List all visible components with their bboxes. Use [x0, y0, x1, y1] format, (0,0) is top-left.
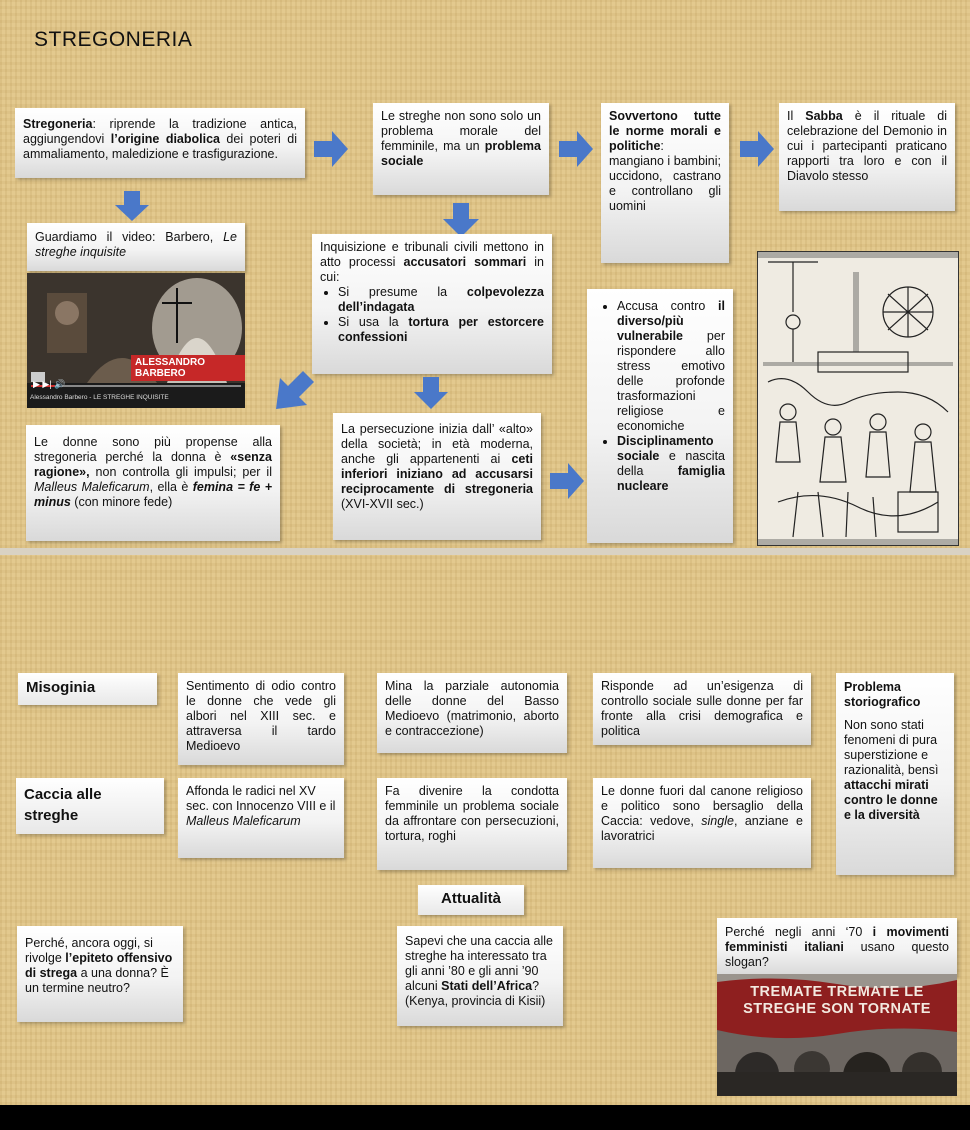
- text: Il: [787, 109, 806, 123]
- list-item: [338, 285, 544, 315]
- emphasis: il diverso/più vulnerabile: [617, 299, 725, 343]
- video-banner: ALESSANDRO BARBERO: [131, 355, 245, 381]
- play-icon[interactable]: ▶ ▶| 🔊: [33, 379, 66, 389]
- text: Si presume la: [338, 285, 467, 299]
- question-epiteto-box: [17, 926, 183, 1022]
- right-arrow-icon: [314, 131, 348, 167]
- emphasis: tortura per estorcere confessioni: [338, 315, 544, 344]
- emphasis: Disciplinamento sociale: [617, 434, 714, 463]
- text: : mangiano i bambini; uccidono, castrano e controllano gli uomini: [609, 139, 721, 213]
- text: dei poteri di ammaliamento, maledizione e trasfigurazione.: [23, 132, 297, 161]
- emphasis: single: [701, 814, 734, 828]
- footer-bar: [0, 1105, 970, 1130]
- list-item: [617, 299, 725, 434]
- text: a una donna? È un termine neutro?: [25, 966, 169, 995]
- text: La persecuzione inizia dall’ «alto» della società; in età moderna, anche gli appartenenti ai: [341, 422, 533, 466]
- text: , ella è: [149, 480, 193, 494]
- emphasis: i movimenti femministi italiani: [725, 925, 949, 954]
- text: per rispondere allo stress emotivo delle profonde trasformazioni religiose e economiche: [617, 329, 725, 433]
- text: (XVI-XVII sec.): [341, 497, 424, 511]
- down-left-arrow-icon: [276, 371, 314, 409]
- emphasis: famiglia nucleare: [617, 464, 725, 493]
- down-arrow-icon: [115, 191, 149, 221]
- text: in cui:: [320, 255, 545, 284]
- video-thumbnail[interactable]: [27, 273, 245, 408]
- separator: [0, 548, 970, 555]
- emphasis: problema sociale: [381, 139, 541, 168]
- text: usano questo slogan?: [725, 940, 949, 969]
- video-title: Le streghe inquisite: [35, 230, 237, 259]
- donne-propense-box: [26, 425, 280, 541]
- text: Guardiamo il video: Barbero,: [35, 230, 224, 244]
- emphasis: Stati dell’Africa: [441, 979, 533, 993]
- text: Si usa la: [338, 315, 409, 329]
- problema-storiografico-box: [836, 673, 954, 875]
- right-arrow-icon: [559, 131, 593, 167]
- question-slogan-box: [717, 918, 957, 976]
- emphasis: Sovvertono tutte le norme morali e politiche: [609, 109, 721, 153]
- stregoneria-definition-box: [15, 108, 305, 178]
- list-item: [338, 315, 544, 345]
- text: Perché negli anni ‘70: [725, 925, 873, 939]
- emphasis: l’epiteto offensivo di strega: [25, 951, 173, 980]
- right-arrow-icon: [550, 463, 584, 499]
- problema-sociale-box: [373, 103, 549, 195]
- text: Inquisizione e tribunali civili mettono in atto processi: [320, 240, 544, 269]
- question-africa-box: [397, 926, 563, 1026]
- video-caption: Alessandro Barbero - LE STREGHE INQUISITE: [30, 394, 169, 401]
- misoginia-cell-2: Mina la parziale autonomia delle donne del Basso Medioevo (matrimonio, aborto e contraccezione): [377, 673, 567, 753]
- etymology: femina = fe + minus: [34, 480, 272, 509]
- text: Affonda le radici nel XV sec. con Innocenzo VIII e il: [186, 784, 336, 813]
- text: e nascita della: [617, 449, 725, 478]
- inquisizione-list: [320, 285, 544, 345]
- caccia-cell-3: [593, 778, 811, 868]
- text: non controlla gli impulsi; per il: [89, 465, 272, 479]
- right-arrow-icon: [740, 131, 774, 167]
- inquisizione-box: [312, 234, 552, 374]
- text: Non sono stati fenomeni di pura superstizione e razionalità, bensì: [844, 718, 939, 777]
- emphasis: «senza ragione»,: [34, 450, 272, 479]
- emphasis: l’origine diabolica: [110, 132, 220, 146]
- text: Le streghe non sono solo un problema morale del femminile, ma un: [381, 109, 541, 153]
- text: : riprende la tradizione antica, aggiungendovi: [23, 117, 297, 146]
- page-title: STREGONERIA: [34, 28, 193, 51]
- video-caption-box: [27, 223, 245, 271]
- protest-photo: [717, 974, 957, 1096]
- accusa-box: [587, 289, 733, 543]
- sovvertono-box: [601, 103, 729, 263]
- text: , anziane e lavoratrici: [601, 814, 803, 843]
- term: Stregoneria: [23, 117, 93, 131]
- emphasis: attacchi mirati contro le donne e la diversità: [844, 778, 938, 822]
- misoginia-cell-1: Sentimento di odio contro le donne che vede gli albori nel XIII sec. e attraversa il tardo Medioevo: [178, 673, 344, 765]
- down-arrow-icon: [414, 377, 448, 409]
- text: (con minore fede): [70, 495, 173, 509]
- accusa-list: [595, 299, 725, 494]
- emphasis: colpevolezza dell’indagata: [338, 285, 544, 314]
- attualita-heading: Attualità: [418, 885, 524, 915]
- list-item: [617, 434, 725, 494]
- text: Le donne fuori dal canone religioso e politico sono bersaglio della Caccia: vedove,: [601, 784, 803, 828]
- text: è il rituale di celebrazione del Demonio in cui i partecipanti praticano rapporti tra loro e con il Diavolo stesso: [787, 109, 947, 183]
- woodcut-image: [757, 251, 959, 546]
- misoginia-label: Misoginia: [18, 673, 157, 705]
- book-title: Malleus Maleficarum: [186, 814, 301, 828]
- text: Sapevi che una caccia alle streghe ha interessato tra gli anni ’80 e gli anni ’90 alcuni: [405, 934, 554, 993]
- caccia-cell-2: Fa divenire la condotta femminile un problema sociale da affrontare con persecuzioni, tortura, roghi: [377, 778, 567, 870]
- book-title: Malleus Maleficarum: [34, 480, 150, 494]
- emphasis: ceti inferiori iniziano ad accusarsi reciprocamente di stregoneria: [341, 452, 533, 496]
- text: Accusa contro: [617, 299, 719, 313]
- emphasis: accusatori sommari: [403, 255, 527, 269]
- protest-banner-text: TREMATE TREMATE LE STREGHE SON TORNATE: [743, 984, 931, 1017]
- text: Le donne sono più propense alla stregoneria perché la donna è: [34, 435, 272, 464]
- emphasis: Sabba: [805, 109, 843, 123]
- torture-woodcut-illustration: [758, 252, 958, 545]
- sabba-box: [779, 103, 955, 211]
- caccia-label: Caccia alle streghe: [16, 778, 164, 834]
- misoginia-cell-3: Risponde ad un’esigenza di controllo sociale sulle donne per far fronte alla crisi demografica e politica: [593, 673, 811, 745]
- persecuzione-box: [333, 413, 541, 540]
- caccia-cell-1: [178, 778, 344, 858]
- text: Perché, ancora oggi, si rivolge: [25, 936, 153, 965]
- text: ? (Kenya, provincia di Kisii): [405, 979, 546, 1008]
- heading: Problema storiografico: [844, 680, 921, 709]
- down-arrow-icon: [443, 203, 479, 237]
